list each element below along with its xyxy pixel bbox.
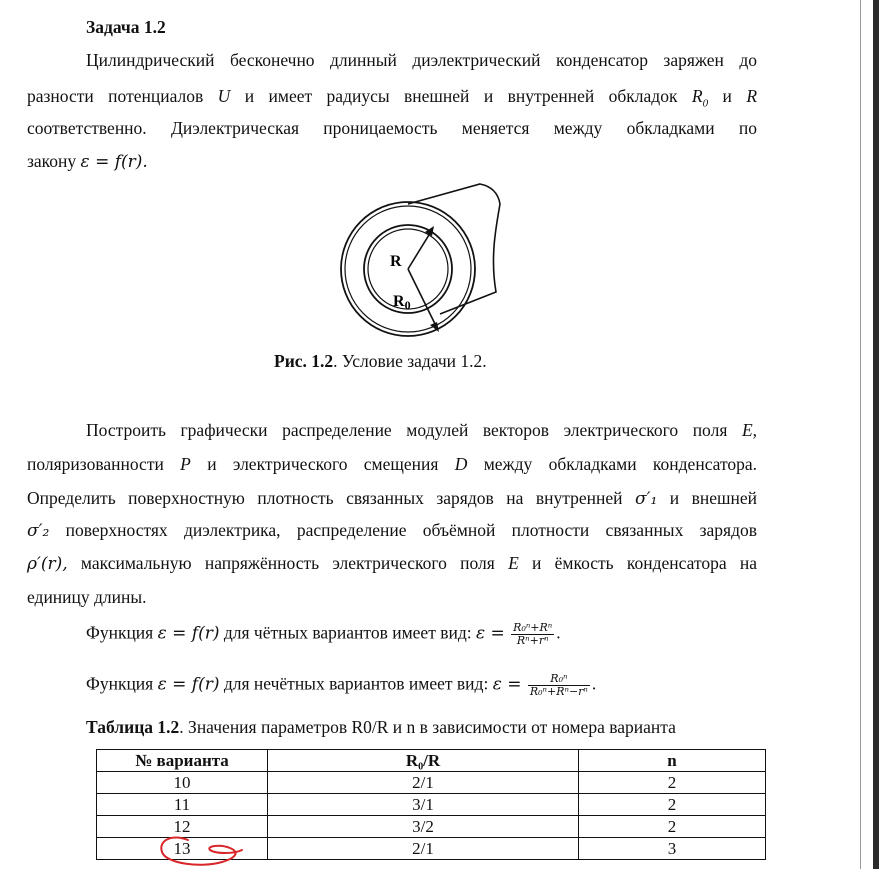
red-circle-annotation (150, 832, 250, 869)
cell-n: 2 (579, 772, 766, 794)
para2-line6: единицу длины. (27, 587, 147, 607)
cell-ratio: 3/2 (268, 816, 579, 838)
cell-ratio: 3/1 (268, 794, 579, 816)
capacitor-figure (340, 182, 510, 342)
radius-R-arrowhead (425, 226, 434, 236)
cell-variant: 13 (97, 838, 268, 860)
para1-line1: Цилиндрический бесконечно длинный диэлектрический конденсатор заряжен до (86, 50, 757, 70)
para1-line2: разности потенциалов U и имеет радиусы внешней и внутренней обкладок $R_0$ и R (27, 86, 758, 110)
header-ratio: R₀/R (268, 750, 579, 772)
figure-caption: Рис. 1.2. Условие задачи 1.2. (274, 351, 487, 371)
cell-n: 3 (579, 838, 766, 860)
para2-line3: Определить поверхностную плотность связанных зарядов на внутренней σ′₁ и внешней (27, 488, 758, 509)
header-n: n (579, 750, 766, 772)
cell-ratio: 2/1 (268, 772, 579, 794)
para1-line3: соответственно. Диэлектрическая проницаемость меняется между обкладками по (27, 118, 757, 138)
table-header-row (97, 750, 766, 772)
fraction-odd: $\frac{\text{R₀ⁿ}}{\text{R₀ⁿ+Rⁿ−rⁿ}}$ (529, 672, 588, 698)
function-even: Функция ε = f(r) для чётных вариантов имеет вид: ε = $\frac{\text{R₀ⁿ+Rⁿ}}{\text{Rⁿ+rⁿ}}$ . (86, 621, 561, 647)
table-row (97, 794, 766, 816)
para2-line5: ρ′(r), максимальную напряжённость электрического поля E и ёмкость конденсатора на (27, 553, 758, 574)
header-variant: № варианта (97, 750, 268, 772)
table-row (97, 772, 766, 794)
table-caption: Таблица 1.2. Значения параметров R0/R и n в зависимости от номера варианта (86, 717, 676, 737)
para2-line4: σ′₂ поверхностях диэлектрика, распределение объёмной плотности связанных зарядов (27, 520, 758, 541)
function-odd: Функция ε = f(r) для нечётных вариантов имеет вид: ε = $\frac{\text{R₀ⁿ}}{\text{R₀ⁿ+Rⁿ−rⁿ}}$ . (86, 672, 597, 698)
window-frame-right (873, 0, 879, 869)
para1-line4: закону ε = f(r). (27, 151, 148, 172)
fraction-even: $\frac{\text{R₀ⁿ+Rⁿ}}{\text{Rⁿ+rⁿ}}$ (513, 621, 553, 647)
radius-R-arrow (408, 230, 432, 269)
para2-line2: поляризованности P и электрического смещения D между обкладками конденсатора. (27, 454, 758, 474)
radius-R0-arrow (408, 269, 437, 328)
label-R: R (390, 253, 402, 270)
cell-variant: 12 (97, 816, 268, 838)
cell-n: 2 (579, 794, 766, 816)
cell-variant: 10 (97, 772, 268, 794)
page-edge-line (860, 0, 861, 869)
task-title: Задача 1.2 (86, 17, 166, 37)
cell-n: 2 (579, 816, 766, 838)
label-R0: R0 (393, 293, 411, 312)
cell-variant: 11 (97, 794, 268, 816)
cell-ratio: 2/1 (268, 838, 579, 860)
para2-line1: Построить графически распределение модулей векторов электрического поля E, (86, 420, 758, 440)
